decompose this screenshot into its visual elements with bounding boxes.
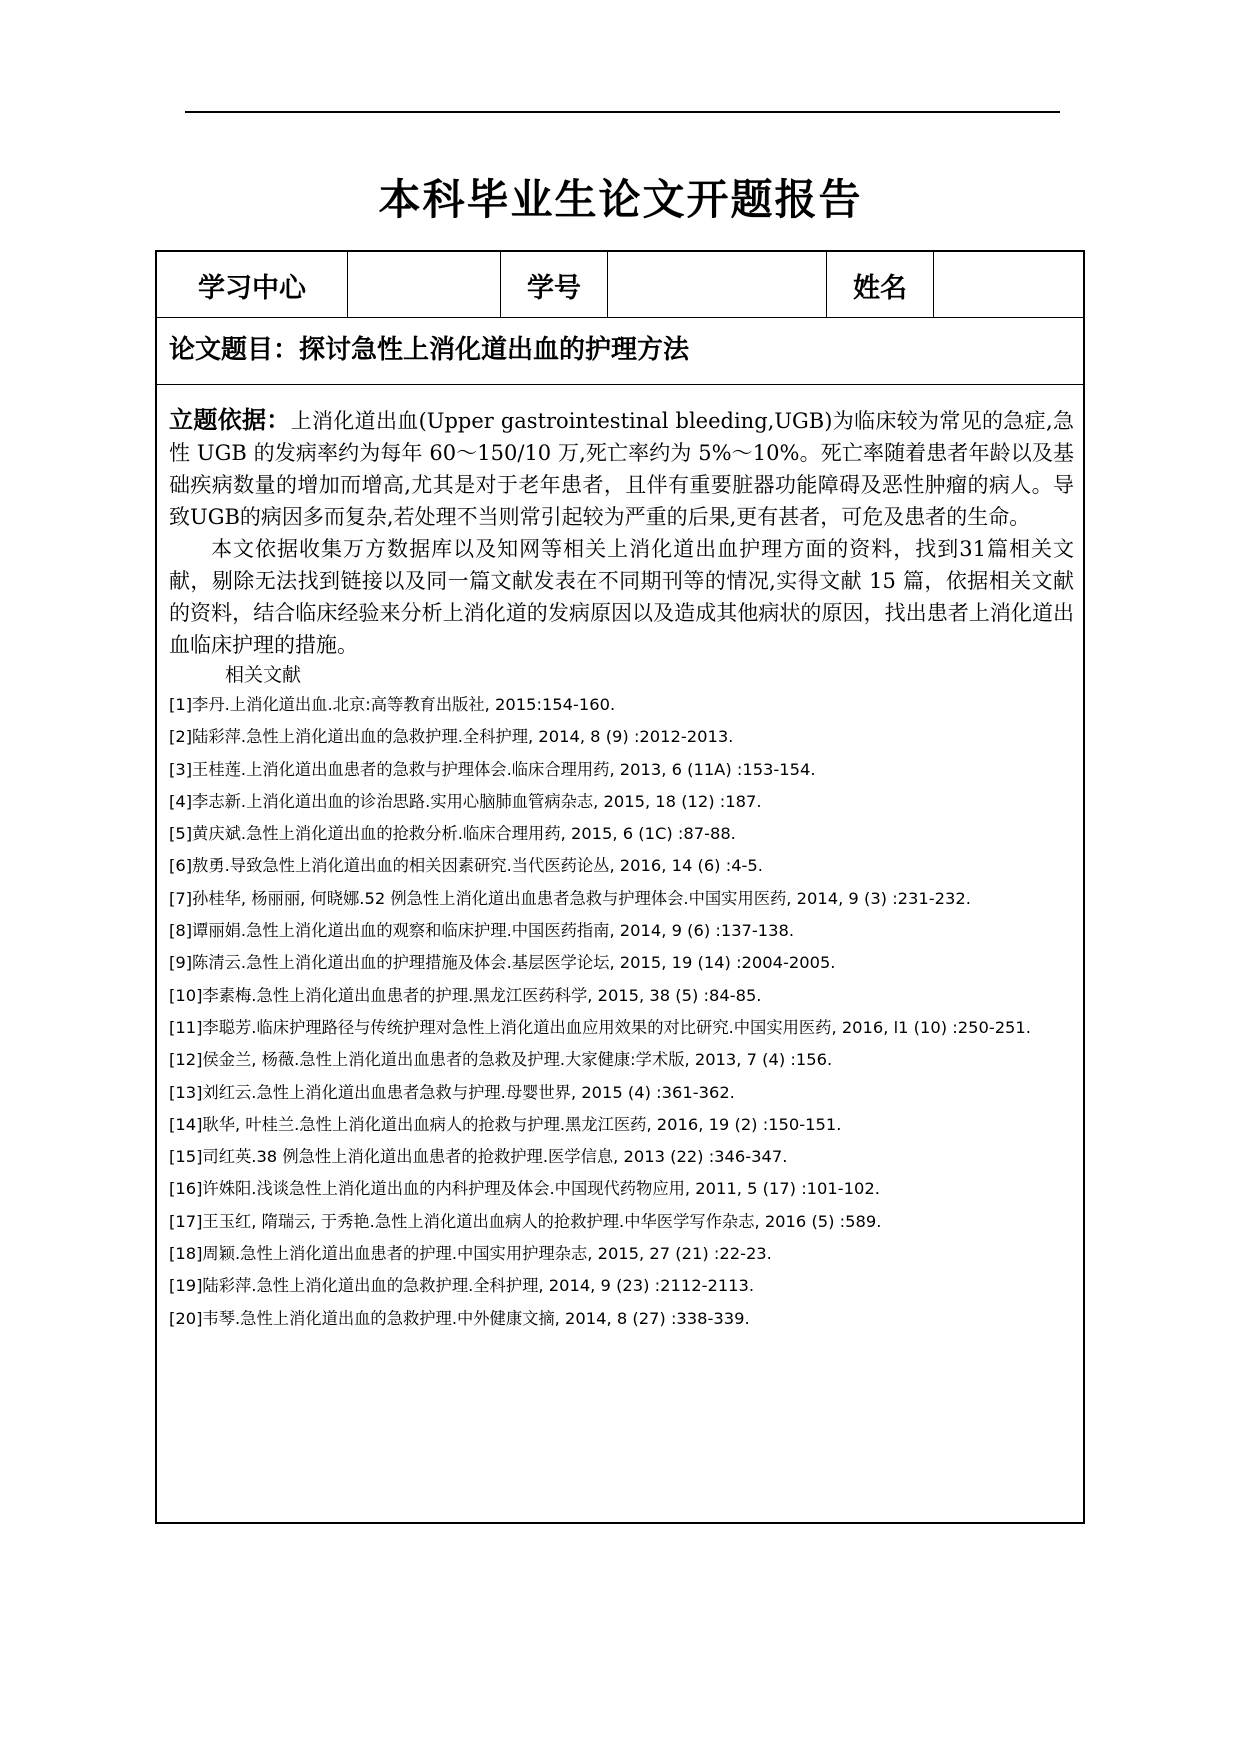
topic-value: 探讨急性上消化道出血的护理方法: [299, 335, 690, 365]
reference-item: [3]王桂莲.上消化道出血患者的急救与护理体会.临床合理用药, 2013, 6 (11A) :153-154.: [169, 759, 816, 779]
student-id-label: 学号: [527, 272, 581, 304]
reference-item: [16]许姝阳.浅谈急性上消化道出血的内科护理及体会.中国现代药物应用, 2011, 5 (17) :101-102.: [169, 1179, 880, 1199]
reference-item: [1]李丹.上消化道出血.北京:高等教育出版社, 2015:154-160.: [169, 695, 616, 714]
basis-paragraph-2: 本文依据收集万方数据库以及知网等相关上消化道出血护理方面的资料，找到31篇相关文献，剔除无法找到链接以及同一篇文献发表在不同期刊等的情况,实得文献 15 篇，依据相关文献的资料，结合临床经验来分析上消化道的发病原因以及造成其他病状的原因，找出患者上消化道出血临床护理的措施。: [169, 537, 1074, 657]
info-row: [157, 252, 1083, 318]
reference-item: [19]陆彩萍.急性上消化道出血的急救护理.全科护理, 2014, 9 (23) :2112-2113.: [169, 1276, 755, 1296]
name-value-field[interactable]: [934, 252, 1083, 318]
reference-item: [2]陆彩萍.急性上消化道出血的急救护理.全科护理, 2014, 8 (9) :2012-2013.: [169, 727, 734, 747]
reference-item: [14]耿华, 叶桂兰.急性上消化道出血病人的抢救与护理.黑龙江医药, 2016, 19 (2) :150-151.: [169, 1114, 842, 1134]
reference-item: [8]谭丽娟.急性上消化道出血的观察和临床护理.中国医药指南, 2014, 9 (6) :137-138.: [169, 921, 795, 941]
reference-item: [5]黄庆斌.急性上消化道出血的抢救分析.临床合理用药, 2015, 6 (1C) :87-88.: [169, 824, 736, 844]
reference-item: [12]侯金兰, 杨薇.急性上消化道出血患者的急救及护理.大家健康:学术版, 2013, 7 (4) :156.: [169, 1050, 833, 1070]
center-label: 学习中心: [198, 272, 306, 304]
basis-paragraph-1: [169, 404, 1074, 533]
reference-item: [7]孙桂华, 杨丽丽, 何晓娜.52 例急性上消化道出血患者急救与护理体会.中国实用医药, 2014, 9 (3) :231-232.: [169, 888, 971, 908]
reference-item: [9]陈清云.急性上消化道出血的护理措施及体会.基层医学论坛, 2015, 19 (14) :2004-2005.: [169, 953, 836, 973]
basis-text-1: 上消化道出血(Upper gastrointestinal bleeding,UGB)为临床较为常见的急症,急性 UGB 的发病率约为每年 60～150/10 万,死亡率约为 5%～10%。死亡率随着患者年龄以及基础疾病数量的增加而增高,尤其是对于老年患者，且伴有重要脏器功能障碍及恶性肿瘤的病人。导致UGB的病因多而复杂,若处理不当则常引起较为严重的后果,更有甚者，可危及患者的生命。: [169, 409, 1074, 529]
topic-label: 论文题目：: [169, 335, 300, 365]
name-label: 姓名: [853, 272, 907, 304]
reference-item: [11]李聪芳.临床护理路径与传统护理对急性上消化道出血应用效果的对比研究.中国实用医药, 2016, l1 (10) :250-251.: [169, 1017, 1031, 1037]
references-title: 相关文献: [225, 664, 302, 686]
center-value-field[interactable]: [348, 252, 500, 318]
basis-label: 立题依据：: [169, 406, 291, 434]
reference-item: [6]敖勇.导致急性上消化道出血的相关因素研究.当代医药论丛, 2016, 14 (6) :4-5.: [169, 856, 763, 876]
document-title: 本科毕业生论文开题报告: [378, 175, 863, 224]
reference-item: [13]刘红云.急性上消化道出血患者急救与护理.母婴世界, 2015 (4) :361-362.: [169, 1082, 735, 1102]
reference-item: [15]司红英.38 例急性上消化道出血患者的抢救护理.医学信息, 2013 (22) :346-347.: [169, 1147, 788, 1167]
topic-line: [169, 330, 689, 370]
reference-item: [18]周颖.急性上消化道出血患者的护理.中国实用护理杂志, 2015, 27 (21) :22-23.: [169, 1244, 772, 1264]
basis-section: [169, 404, 1074, 1335]
reference-item: [20]韦琴.急性上消化道出血的急救护理.中外健康文摘, 2014, 8 (27) :338-339.: [169, 1308, 750, 1328]
reference-item: [4]李志新.上消化道出血的诊治思路.实用心脑肺血管病杂志, 2015, 18 (12) :187.: [169, 791, 762, 811]
references-list: [169, 689, 1074, 1335]
topic-row: [157, 318, 1083, 385]
report-table: [155, 250, 1085, 1524]
student-id-value-field[interactable]: [608, 252, 826, 318]
reference-item: [10]李素梅.急性上消化道出血患者的护理.黑龙江医药科学, 2015, 38 (5) :84-85.: [169, 985, 762, 1005]
header-rule: [185, 111, 1060, 113]
reference-item: [17]王玉红, 隋瑞云, 于秀艳.急性上消化道出血病人的抢救护理.中华医学写作杂志, 2016 (5) :589.: [169, 1211, 882, 1231]
